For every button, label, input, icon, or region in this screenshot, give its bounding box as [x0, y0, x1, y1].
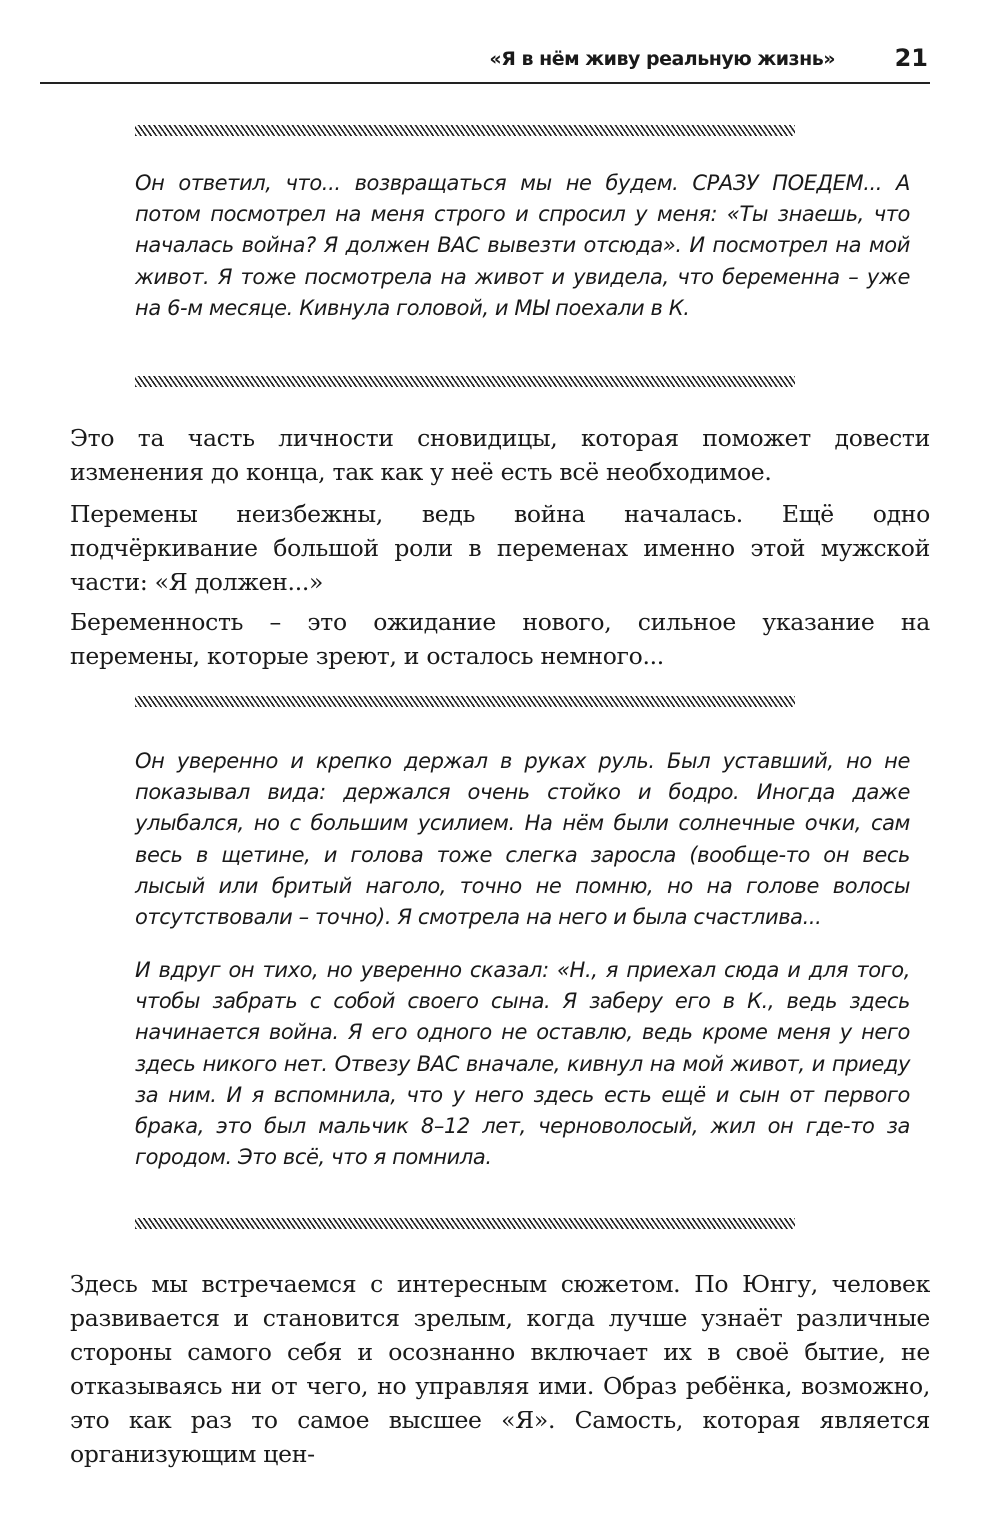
hatch-divider: [135, 1218, 795, 1229]
page-number: 21: [894, 44, 928, 72]
hatch-divider: [135, 696, 795, 707]
body-paragraph: Перемены неизбежны, ведь война началась. Ещё одно подчёркивание большой роли в переменах именно этой мужской части: «Я должен...»: [70, 500, 930, 596]
quote-block: Он ответил, что... возвращаться мы не будем. СРАЗУ ПОЕДЕМ... А потом посмотрел на меня строго и спросил у меня: «Ты знаешь, что началась война? Я должен ВАС вывезти отсюда». И посмотрел на мой живот. Я тоже посмотрела на живот и увидела, что беременна – уже на 6-м месяце. Кивнула головой, и МЫ поехали в К.: [135, 171, 910, 320]
header-title: «Я в нём живу реальную жизнь»: [489, 48, 835, 70]
quote-block: Он уверенно и крепко держал в руках руль. Был уставший, но не показывал вида: держался очень стойко и бодро. Иногда даже улыбался, но с большим усилием. На нём были солнечные очки, сам весь в щетине, и голова тоже слегка заросла (вообще-то он весь лысый или бритый наголо, точно не помню, но на голове волосы отсутствовали – точно). Я смотрела на него и была счастлива...: [135, 749, 910, 930]
body-paragraph: Беременность – это ожидание нового, сильное указание на перемены, которые зреют, и осталось немного...: [70, 608, 930, 670]
running-header: [40, 40, 930, 84]
quote-block: И вдруг он тихо, но уверенно сказал: «Н., я приехал сюда и для того, чтобы забрать с собой своего сына. Я заберу его в К., ведь здесь начинается война. Я его одного не оставлю, ведь кроме меня у него здесь никого нет. Отвезу ВАС вначале, кивнул на мой живот, и приеду за ним. И я вспомнила, что у него здесь есть ещё и сын от первого брака, это был мальчик 8–12 лет, черноволосый, жил он где-то за городом. Это всё, что я помнила.: [135, 958, 910, 1170]
body-paragraph: Здесь мы встречаемся с интересным сюжетом. По Юнгу, человек развивается и становится зрелым, когда лучше узнаёт различные стороны самого себя и осознанно включает их в своё бытие, не отказываясь ни от чего, но управляя ими. Образ ребёнка, возможно, это как раз то самое высшее «Я». Самость, которая является организующим цен-: [70, 1270, 930, 1468]
hatch-divider: [135, 376, 795, 387]
body-paragraph: Это та часть личности сновидицы, которая поможет довести изменения до конца, так как у неё есть всё необходимое.: [70, 424, 930, 486]
hatch-divider: [135, 125, 795, 136]
